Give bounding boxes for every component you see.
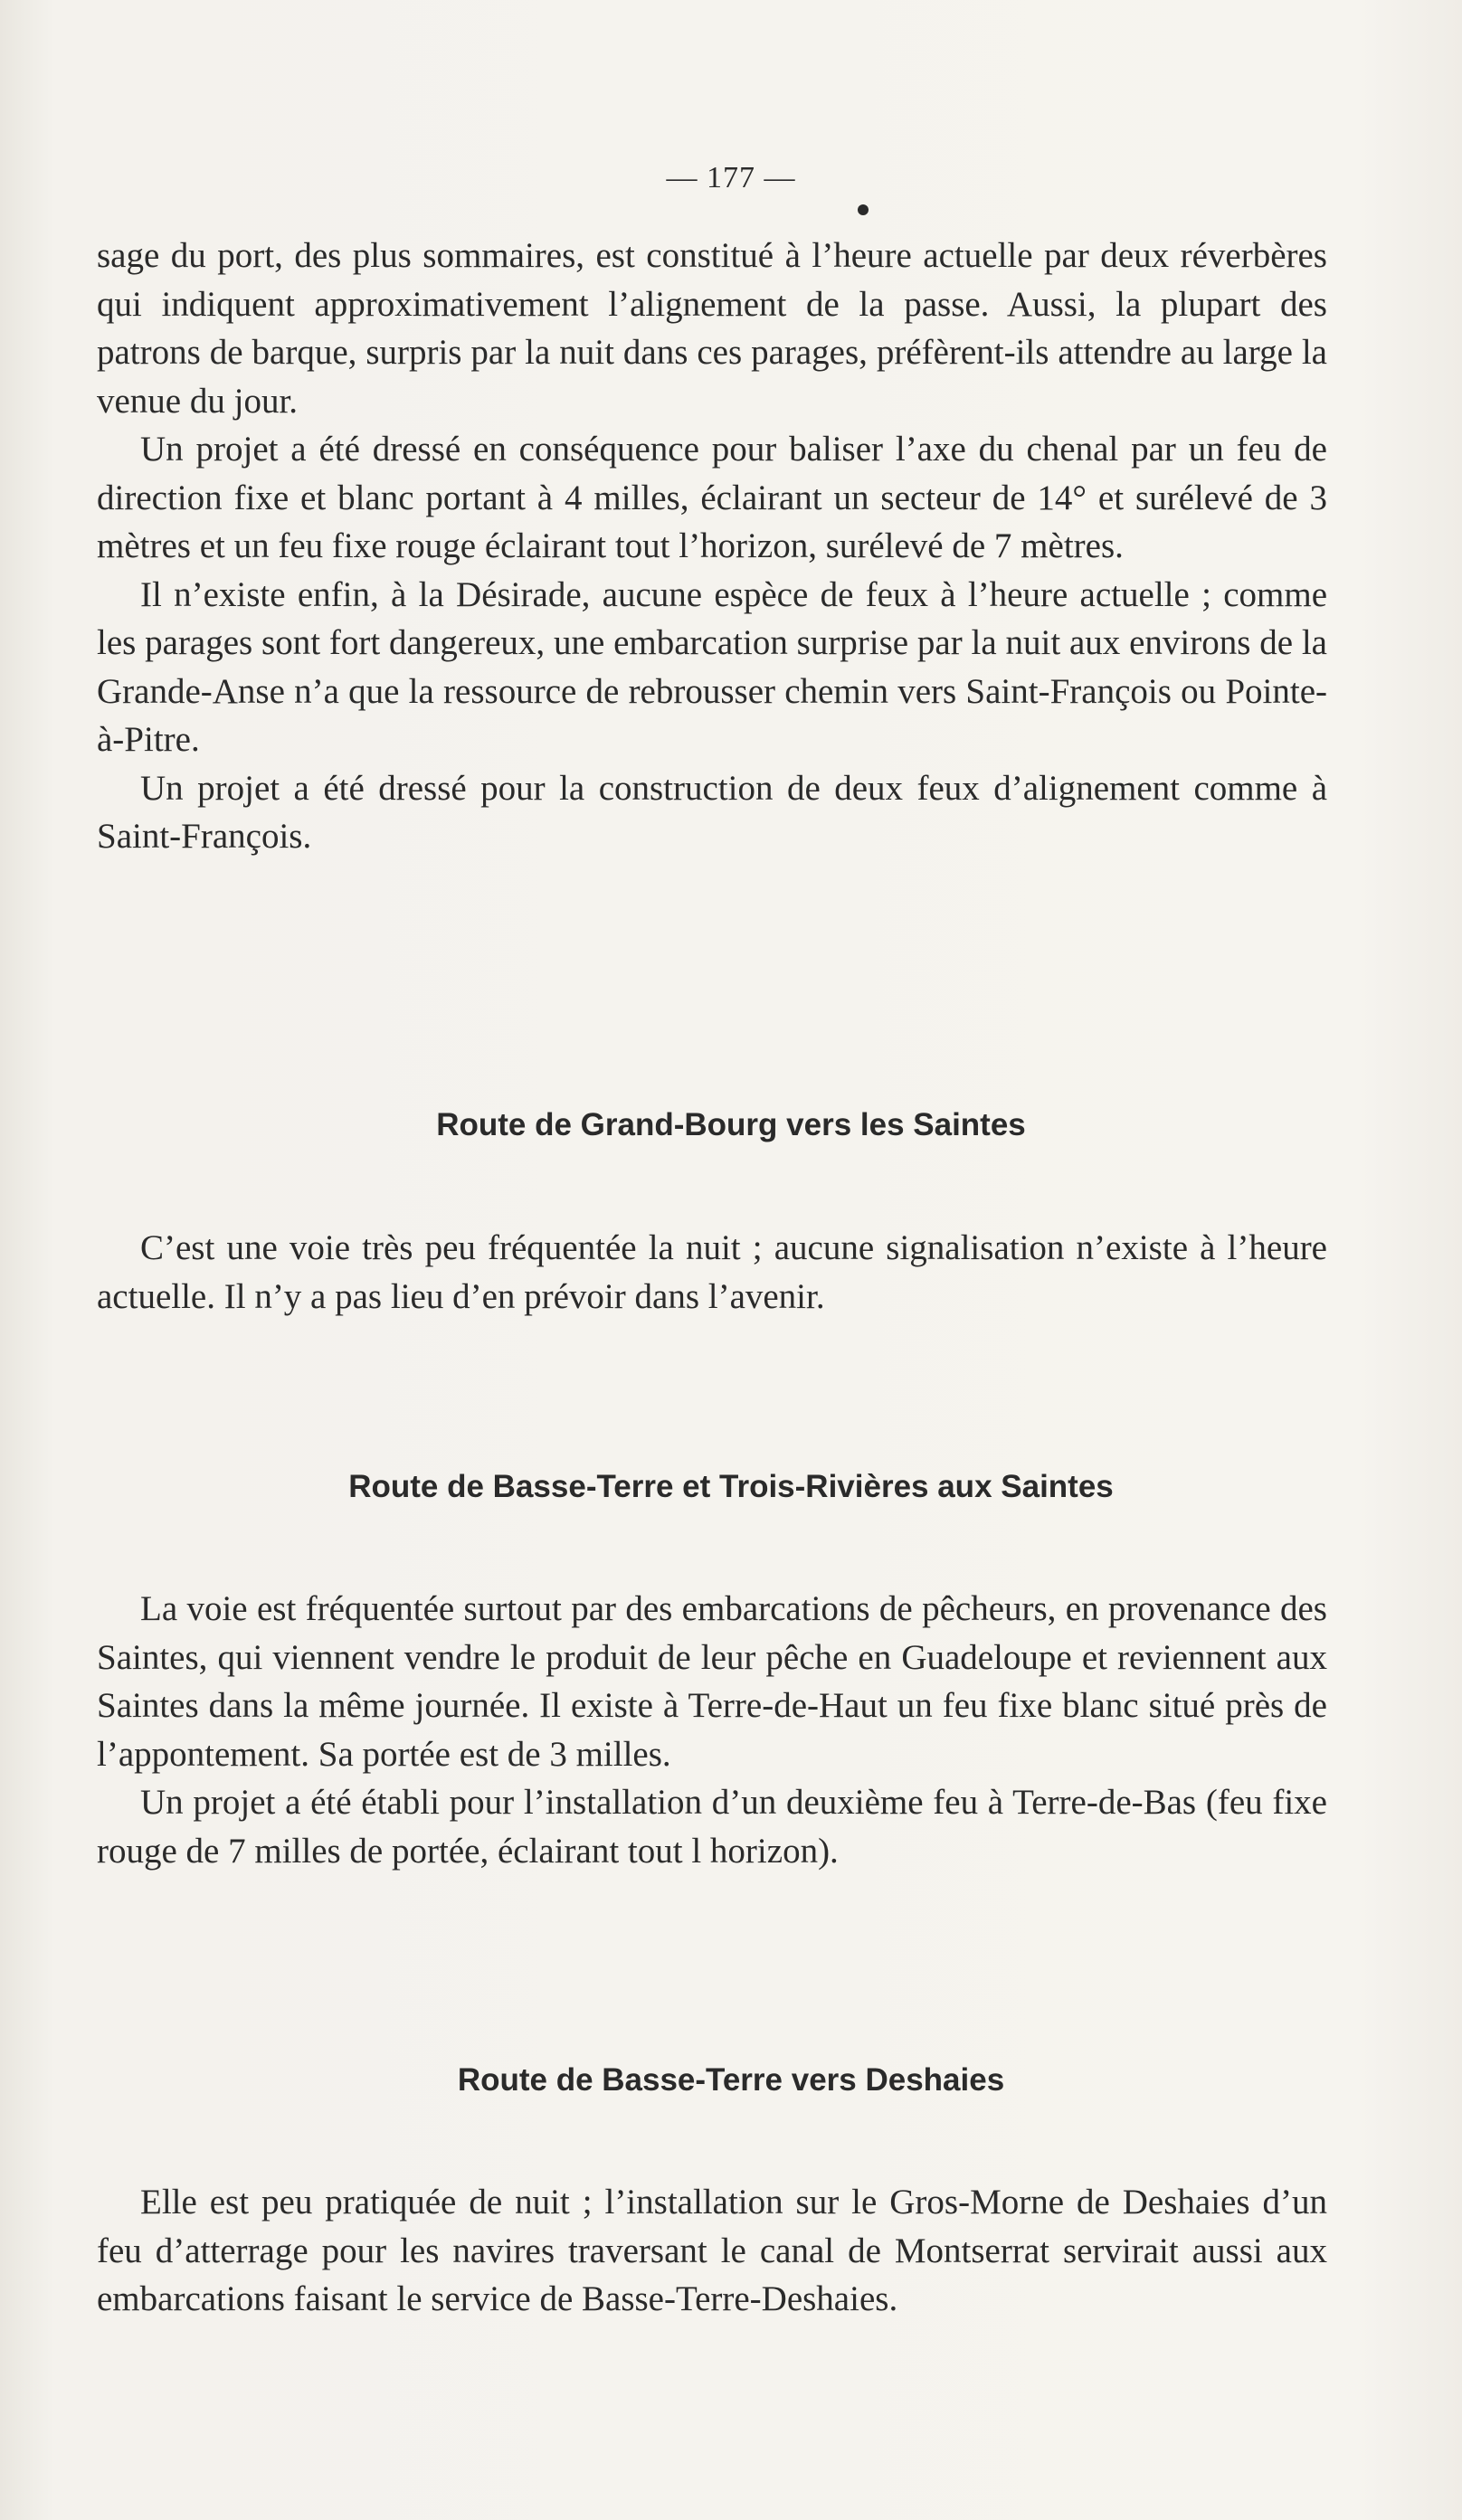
section-heading-basse-terre-saintes: Route de Basse-Terre et Trois-Rivières aux Saintes (348, 1469, 1114, 1504)
paragraph: sage du port, des plus sommaires, est constitué à l’heure actuelle par deux réverbères qui indiquent approximativement l’alignement de la passe. Aussi, la plupart des patrons de barque, surpris par la nuit dans ces parages, préfèrent-ils attendre au large la venue du jour. (97, 236, 1327, 421)
ink-dot (858, 204, 869, 215)
paragraph: Il n’existe enfin, à la Désirade, aucune espèce de feux à l’heure actuelle ; comme les parages sont fort dangereux, une embarcation surprise par la nuit aux environs de la Grande-Anse n’a que la ressource de rebrousser chemin vers Saint-François ou Pointe-à-Pitre. (97, 574, 1327, 759)
section-heading-grand-bourg: Route de Grand-Bourg vers les Saintes (436, 1107, 1026, 1142)
paragraph: La voie est fréquentée surtout par des embarcations de pêcheurs, en provenance des Saintes, qui viennent vendre le produit de leur pêche en Guadeloupe et reviennent aux Saintes dans la même journée. Il existe à Terre-de-Haut un feu fixe blanc situé près de l’appontement. Sa portée est de 3 milles. (97, 1589, 1327, 1774)
paragraph: Elle est peu pratiquée de nuit ; l’installation sur le Gros-Morne de Deshaies d’un feu d’atterrage pour les navires traversant le canal de Montserrat servirait aussi aux embarcations faisant le service de Basse-Terre-Deshaies. (97, 2183, 1327, 2318)
opening-text-block (97, 232, 1327, 861)
section-heading-deshaies: Route de Basse-Terre vers Deshaies (457, 2062, 1005, 2098)
section-deshaies-text (97, 2178, 1327, 2324)
section-basse-terre-saintes-text (97, 1585, 1327, 1875)
paragraph: C’est une voie très peu fréquentée la nuit ; aucune signalisation n’existe à l’heure actuelle. Il n’y a pas lieu d’en prévoir dans l’avenir. (97, 1228, 1327, 1316)
paragraph: Un projet a été établi pour l’installation d’un deuxième feu à Terre-de-Bas (feu fixe rouge de 7 milles de portée, éclairant tout l horizon). (97, 1783, 1327, 1871)
section-grand-bourg-text (97, 1224, 1327, 1321)
paragraph: Un projet a été dressé pour la construction de deux feux d’alignement comme à Saint-François. (97, 768, 1327, 856)
paragraph: Un projet a été dressé en conséquence pour baliser l’axe du chenal par un feu de direction fixe et blanc portant à 4 milles, éclairant un secteur de 14° et surélevé de 3 mètres et un feu fixe rouge éclairant tout l’horizon, surélevé de 7 mètres. (97, 430, 1327, 565)
page-number: — 177 — (666, 161, 796, 194)
